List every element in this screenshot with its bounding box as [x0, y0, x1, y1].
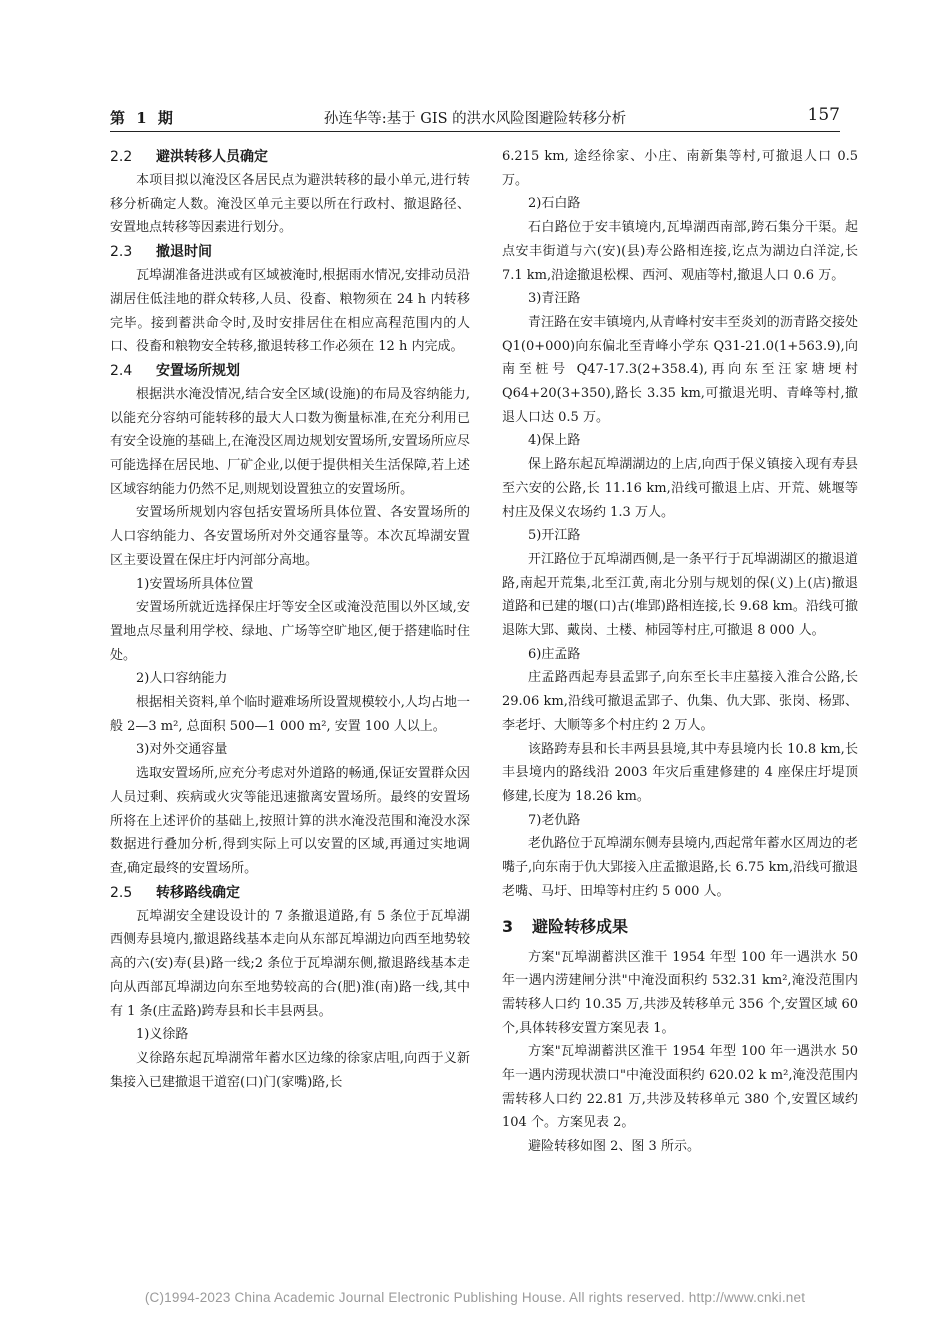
header-rule: [110, 131, 840, 132]
paragraph: 选取安置场所,应充分考虑对外道路的畅通,保证安置群众因人员过剩、疾病或火灾等能迅速撤离安置场所。最终的安置场所将在上述评价的基础上,按照计算的洪水淹没范围和淹没水深数据进行叠加分析,得到实际上可以安置的区域,再通过实地调查,确定最终的安置场所。: [110, 766, 470, 876]
paragraph: 6.215 km, 途经徐家、小庄、南新集等村,可撤退人口 0.5 万。: [502, 149, 858, 188]
paragraph: 瓦埠湖安全建设设计的 7 条撤退道路,有 5 条位于瓦埠湖西侧寿县境内,撤退路线基本走向从东部瓦埠湖边向西至地势较高的六(安)寿(县)路一线;2 条位于瓦埠湖东侧,撤退路线基本走向从西部瓦埠湖边向东至地势较高的合(肥)淮(南)路一线,其中有 1 条(庄孟路)跨寿县和长丰县两县。: [110, 908, 470, 1019]
section-heading: [110, 145, 470, 169]
section-heading: [502, 912, 858, 942]
paragraph: 开江路位于瓦埠湖西侧,是一条平行于瓦埠湖湖区的撤退道路,南起开荒集,北至江黄,南北分别与规划的保(义)上(店)撤退道路和已建的堰(口)古(堆郢)路相连接,长 9.68 km。沿线可撤退陈大郢、戴岗、土楼、柿园等村庄,可撤退 8 000 人。: [502, 551, 858, 639]
list-item-heading: 7)老仇路: [528, 812, 581, 828]
section-title: 安置场所规划: [156, 362, 240, 379]
paragraph: 老仇路位于瓦埠湖东侧寿县境内,西起常年蓄水区周边的老嘴子,向东南于仇大郢接入庄孟撤退路,长 6.75 km,沿线可撤退老嘴、马圩、田埠等村庄约 5 000 人。: [502, 836, 858, 899]
paragraph: 青汪路在安丰镇境内,从青峰村安丰至炎刘的沥青路交接处 Q1(0+000)向东偏北至青峰小学东 Q31-21.0(1+563.9),向南至桩号 Q47-17.3(2+358.4),再向东至汪家塘埂村 Q64+20(3+350),路长 3.35 km,可撤退光明、青峰等村,撤退人口达 0.5 万。: [502, 314, 858, 425]
section-number: 2.5: [110, 884, 133, 901]
page-number: 157: [807, 105, 840, 125]
list-item-heading: 3)青汪路: [528, 291, 581, 307]
paragraph: 方案"瓦埠湖蓄洪区淮干 1954 年型 100 年一遇洪水 50 年一遇内涝建闸分洪"中淹没面积约 532.31 km²,淹没范围内需转移人口约 10.35 万,共涉及转移单元 356 个,安置区域 60 个,具体转移安置方案见表 1。: [502, 949, 858, 1036]
section-heading: [110, 240, 470, 264]
left-column: [110, 145, 470, 1094]
paragraph: 避险转移如图 2、图 3 所示。: [528, 1139, 700, 1155]
paragraph: 安置场所就近选择保庄圩等安全区或淹没范围以外区域,安置地点尽量利用学校、绿地、广场等空旷地区,便于搭建临时住处。: [110, 600, 470, 663]
list-item-heading: 4)保上路: [528, 433, 581, 449]
paragraph: 根据洪水淹没情况,结合安全区域(设施)的布局及容纳能力,以能充分容纳可能转移的最大人口数为衡量标准,在充分利用已有安全设施的基础上,在淹没区周边规划安置场所,安置场所应尽可能选择在居民地、厂矿企业,以便于提供相关生活保障,若上述区域容纳能力仍然不足,则规划设置独立的安置场所。: [110, 386, 470, 497]
section-heading: [110, 359, 470, 383]
section-title: 避险转移成果: [532, 916, 629, 936]
paragraph: 本项目拟以淹没区各居民点为避洪转移的最小单元,进行转移分析确定人数。淹没区单元主要以所在行政村、撤退路径、安置地点转移等因素进行划分。: [110, 173, 470, 236]
list-item-heading: 5)开江路: [528, 528, 581, 544]
section-number: 2.2: [110, 149, 133, 165]
running-title: 孙连华等:基于 GIS 的洪水风险图避险转移分析: [323, 111, 627, 127]
right-column: [502, 145, 858, 1159]
list-item-heading: 6)庄孟路: [528, 646, 581, 662]
list-item-heading: 2)人口容纳能力: [136, 671, 228, 687]
section-number: 2.3: [110, 244, 133, 261]
section-title: 转移路线确定: [156, 884, 240, 901]
paragraph: 瓦埠湖准备进洪或有区域被淹时,根据雨水情况,安排动员沿湖居住低洼地的群众转移,人员、役畜、粮物须在 24 h 内转移完毕。接到蓄洪命令时,及时安排居住在相应高程范围内的人口、役畜和粮物安全转移,撤退转移工作必须在 12 h 内完成。: [110, 268, 470, 355]
section-heading: [110, 881, 470, 905]
paragraph: 石白路位于安丰镇境内,瓦埠湖西南部,跨石集分干渠。起点安丰街道与六(安)(县)寿公路相连接,讫点为湖边白洋淀,长 7.1 km,沿途撤退松棵、西河、观庙等村,撤退人口 0.6 万。: [502, 220, 858, 283]
section-number: 3: [502, 916, 514, 936]
section-title: 撤退时间: [156, 244, 212, 261]
list-item-heading: 2)石白路: [528, 196, 581, 212]
paragraph: 根据相关资料,单个临时避难场所设置规模较小,人均占地一般 2—3 m², 总面积 500—1 000 m², 安置 100 人以上。: [110, 695, 470, 734]
paragraph: 义徐路东起瓦埠湖常年蓄水区边缘的徐家店咀,向西于义新集接入已建撤退干道窑(口)门(家嘴)路,长: [110, 1050, 470, 1090]
running-header: [110, 103, 840, 131]
section-title: 避洪转移人员确定: [156, 149, 268, 165]
paragraph: 该路跨寿县和长丰两县县境,其中寿县境内长 10.8 km,长丰县境内的路线沿 2003 年灾后重建修建的 4 座保庄圩堤顶修建,长度为 18.26 km。: [502, 741, 858, 804]
copyright-footer: (C)1994-2023 China Academic Journal Electronic Publishing House. All rights reserved. http://www.cnki.net: [144, 1290, 806, 1305]
paragraph: 方案"瓦埠湖蓄洪区淮干 1954 年型 100 年一遇洪水 50 年一遇内涝现状溃口"中淹没面积约 620.02 k m²,淹没范围内需转移人口约 22.81 万,共涉及转移单元 380 个,安置区域约 104 个。方案见表 2。: [502, 1044, 858, 1131]
paragraph: 安置场所规划内容包括安置场所具体位置、各安置场所的人口容纳能力、各安置场所对外交通容量等。本次瓦埠湖安置区主要设置在保庄圩内河部分高地。: [110, 505, 470, 568]
issue-number: 第 1 期: [110, 109, 176, 127]
paragraph: 庄孟路西起寿县孟郢子,向东至长丰庄墓接入淮合公路,长 29.06 km,沿线可撤退孟郢子、仇集、仇大郢、张岗、杨郢、李老圩、大顺等多个村庄约 2 万人。: [502, 670, 858, 733]
list-item-heading: 3)对外交通容量: [136, 742, 228, 758]
section-number: 2.4: [110, 362, 133, 379]
list-item-heading: 1)安置场所具体位置: [136, 576, 254, 592]
list-item-heading: 1)义徐路: [136, 1027, 189, 1043]
paragraph: 保上路东起瓦埠湖湖边的上店,向西于保义镇接入现有寿县至六安的公路,长 11.16 km,沿线可撤退上店、开荒、姚堰等村庄及保义农场约 1.3 万人。: [502, 457, 858, 520]
